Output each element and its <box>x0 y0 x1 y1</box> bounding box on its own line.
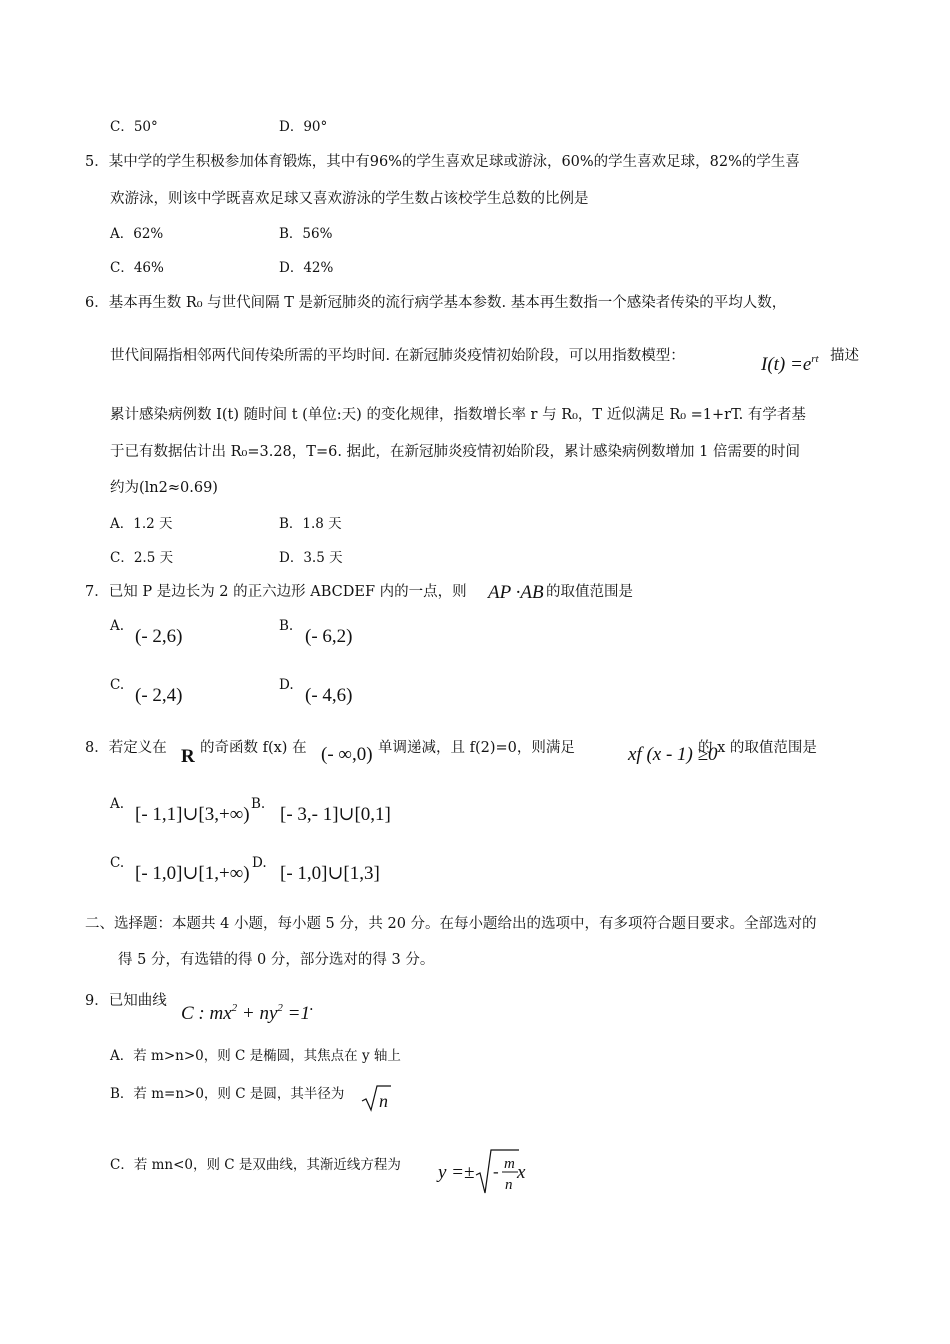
q9-option-c-minus: - <box>493 1162 499 1181</box>
q8-option-d: [- 1,0]∪[1,3] <box>280 863 380 884</box>
q9-option-c: C．若 mn<0，则 C 是双曲线，其渐近线方程为 <box>110 1157 401 1173</box>
q9-curve-part3: =1 <box>282 1003 310 1024</box>
q9-curve-equation <box>181 998 310 1024</box>
q6-option-d: D．3.5 天 <box>279 550 343 566</box>
q9-square-2: 2 <box>277 1002 283 1014</box>
q8-real-set-symbol: R <box>181 746 195 767</box>
q8-option-d-label: D. <box>252 855 267 871</box>
q7-option-b-label: B. <box>279 618 294 634</box>
q9-square-1: 2 <box>231 1002 238 1014</box>
q5-option-a: A．62% <box>110 226 164 242</box>
q6-model-lhs: I(t) =e <box>761 354 812 375</box>
q9-option-b-radical <box>360 1083 392 1113</box>
q9-option-a: A．若 m>n>0，则 C 是椭圆，其焦点在 y 轴上 <box>110 1048 401 1064</box>
q5-option-c: C．46% <box>110 260 164 276</box>
q9-option-c-numerator: m <box>504 1156 515 1172</box>
q7-stem-end: 的取值范围是 <box>546 584 633 600</box>
q8-option-a: [- 1,1]∪[3,+∞) <box>135 804 250 825</box>
q7-option-a-label: A. <box>110 618 125 634</box>
q6-model-exponent: rt <box>811 353 819 365</box>
q6-option-c: C．2.5 天 <box>110 550 174 566</box>
q8-inequality: xf (x - 1) ≥0 <box>628 744 718 765</box>
q8-stem-part4: 的 x 的取值范围是 <box>698 740 817 756</box>
q8-option-b-label: B. <box>251 796 266 812</box>
q5-stem-line1: 5．某中学的学生积极参加体育锻炼，其中有96%的学生喜欢足球或游泳，60%的学生喜欢足球，82%的学生喜 <box>85 154 800 170</box>
q8-stem-part2: 的奇函数 f(x) 在 <box>200 740 307 756</box>
q7-option-b: (- 6,2) <box>305 626 353 647</box>
q8-option-c: [- 1,0]∪[1,+∞) <box>135 863 250 884</box>
q4-option-d: D．90° <box>279 119 328 135</box>
q9-curve-part1: C : mx <box>181 1003 232 1024</box>
q7-option-d: (- 4,6) <box>305 685 353 706</box>
q8-stem-part1: 8．若定义在 <box>85 740 167 756</box>
q9-stem: 9．已知曲线 <box>85 993 167 1009</box>
q8-option-c-label: C. <box>110 855 125 871</box>
q9-option-b-radicand: n <box>379 1091 388 1111</box>
q8-interval: (- ∞,0) <box>321 744 373 765</box>
q5-option-d: D．42% <box>279 260 334 276</box>
q5-stem-line2: 欢游泳，则该中学既喜欢足球又喜欢游泳的学生数占该校学生总数的比例是 <box>110 191 589 207</box>
q9-option-b: B．若 m=n>0，则 C 是圆，其半径为 <box>110 1086 345 1102</box>
q6-option-b: B．1.8 天 <box>279 516 342 532</box>
q6-stem-line2: 世代间隔指相邻两代间传染所需的平均时间. 在新冠肺炎疫情初始阶段，可以用指数模型： <box>110 348 685 364</box>
q8-stem-part3: 单调递减，且 f(2)=0，则满足 <box>378 740 575 756</box>
q6-stem-line5: 约为(ln2≈0.69) <box>110 480 218 496</box>
q7-option-c-label: C. <box>110 677 125 693</box>
section-2-heading-line2: 得 5 分，有选错的得 0 分，部分选对的得 3 分。 <box>118 952 435 968</box>
q9-stem-period: . <box>309 998 314 1014</box>
q6-stem-line2-end: 描述 <box>830 348 859 364</box>
q6-model-formula <box>761 349 819 375</box>
q7-vector-expression: AP ·AB <box>488 582 544 603</box>
q8-option-a-label: A. <box>110 796 125 812</box>
q5-option-b: B．56% <box>279 226 333 242</box>
q4-option-c: C．50° <box>110 119 158 135</box>
q9-option-c-y: y =± <box>438 1162 475 1183</box>
q7-stem: 7．已知 P 是边长为 2 的正六边形 ABCDEF 内的一点，则 <box>85 584 467 600</box>
q6-stem-line1: 6．基本再生数 R₀ 与世代间隔 T 是新冠肺炎的流行病学基本参数. 基本再生数指一个感染者传染的平均人数， <box>85 295 787 311</box>
q6-stem-line4: 于已有数据估计出 R₀=3.28，T=6. 据此，在新冠肺炎疫情初始阶段，累计感染病例数增加 1 倍需要的时间 <box>110 444 800 460</box>
q7-option-a: (- 2,6) <box>135 626 183 647</box>
q6-option-a: A．1.2 天 <box>110 516 173 532</box>
q9-option-c-denominator: n <box>505 1177 513 1193</box>
section-2-heading-line1: 二、选择题：本题共 4 小题，每小题 5 分，共 20 分。在每小题给出的选项中，有多项符合题目要求。全部选对的 <box>85 916 817 932</box>
q7-option-d-label: D. <box>279 677 294 693</box>
q7-option-c: (- 2,4) <box>135 685 183 706</box>
q8-option-b: [- 3,- 1]∪[0,1] <box>280 804 391 825</box>
q9-option-c-x: x <box>517 1162 526 1183</box>
q9-curve-part2: + ny <box>237 1003 278 1024</box>
q6-stem-line3: 累计感染病例数 I(t) 随时间 t (单位:天) 的变化规律，指数增长率 r 与 R₀，T 近似满足 R₀ =1+rT. 有学者基 <box>110 407 806 423</box>
